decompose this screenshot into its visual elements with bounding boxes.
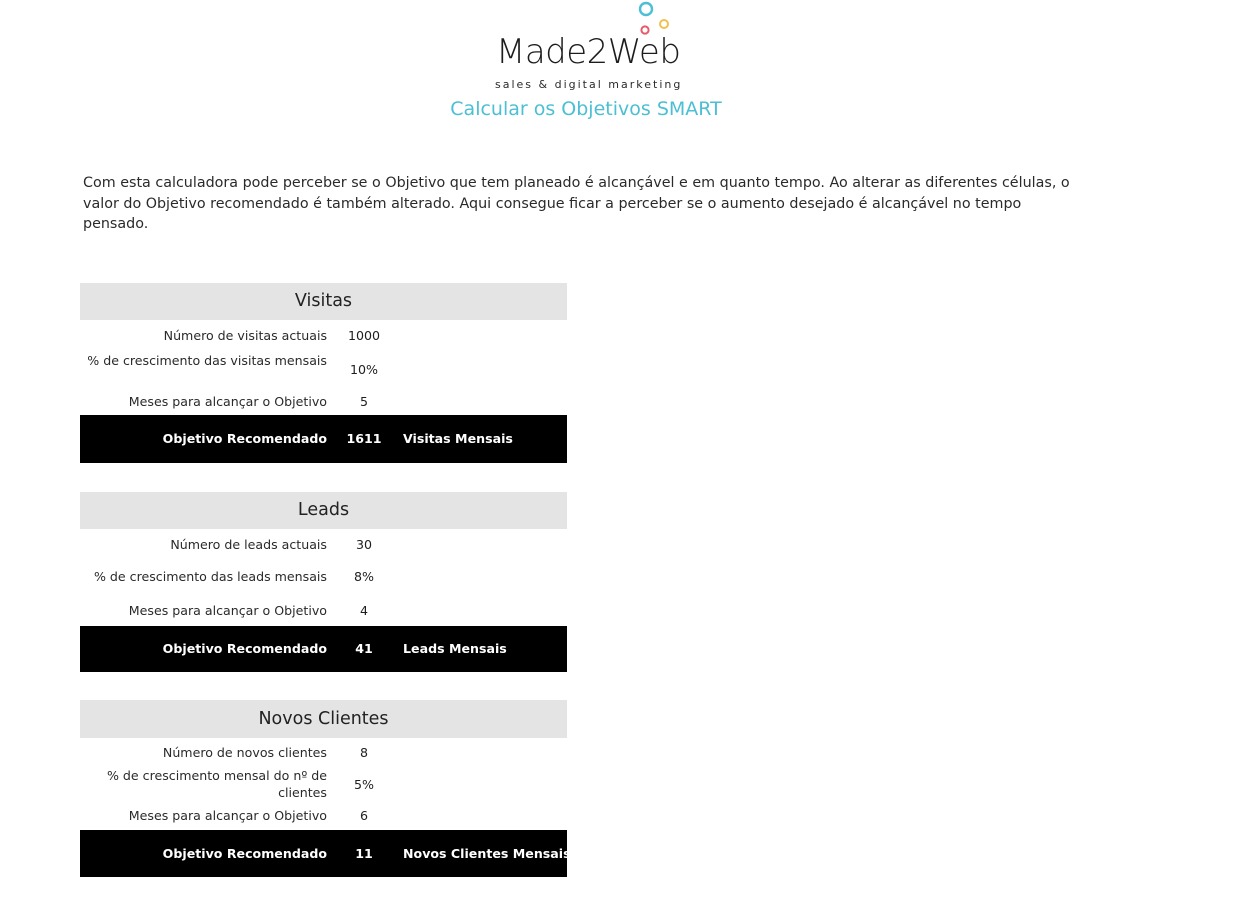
- clientes-result-value: 11: [355, 846, 373, 861]
- clientes-current-value[interactable]: 8: [359, 745, 368, 760]
- leads-result-row: [80, 626, 567, 672]
- leads-result-unit: Leads Mensais: [403, 641, 507, 656]
- visitas-months-label: Meses para alcançar o Objetivo: [128, 394, 327, 409]
- clientes-current-label: Número de novos clientes: [162, 745, 327, 760]
- visitas-calculator: [80, 283, 567, 463]
- leads-calculator: [80, 492, 567, 672]
- visitas-header: Visitas: [80, 283, 567, 320]
- leads-row-growth: [80, 561, 567, 593]
- clientes-header: Novos Clientes: [80, 700, 567, 738]
- logo-tagline: sales & digital marketing: [495, 78, 683, 91]
- visitas-result-label: Objetivo Recomendado: [162, 431, 327, 446]
- visitas-row-months: [80, 386, 567, 415]
- leads-result-label: Objetivo Recomendado: [162, 641, 327, 656]
- clientes-growth-value[interactable]: 5%: [354, 777, 374, 792]
- leads-growth-label: % de crescimento das leads mensais: [93, 569, 327, 584]
- visitas-result-value: 1611: [346, 431, 382, 446]
- leads-row-months: [80, 593, 567, 626]
- visitas-growth-label: % de crescimento das visitas mensais: [87, 353, 327, 368]
- leads-result-value: 41: [355, 641, 373, 656]
- leads-months-label: Meses para alcançar o Objetivo: [128, 603, 327, 618]
- made2web-logo: [490, 0, 690, 96]
- leads-header: Leads: [80, 492, 567, 529]
- visitas-current-value[interactable]: 1000: [347, 328, 381, 343]
- visitas-result-unit: Visitas Mensais: [403, 431, 513, 446]
- clientes-calculator: [80, 700, 571, 877]
- clientes-row-months: [80, 802, 567, 830]
- clientes-row-growth: [80, 766, 567, 802]
- visitas-row-current: [80, 320, 567, 352]
- logo-wordmark: Made2Web: [496, 32, 681, 72]
- leads-months-value[interactable]: 4: [359, 603, 368, 618]
- clientes-result-row: [80, 830, 571, 877]
- leads-current-value[interactable]: 30: [355, 537, 373, 552]
- page-title: Calcular os Objetivos SMART: [450, 98, 722, 120]
- visitas-growth-value[interactable]: 10%: [350, 362, 378, 377]
- logo-dot-yellow: [660, 20, 668, 28]
- leads-growth-value[interactable]: 8%: [354, 569, 374, 584]
- clientes-months-value[interactable]: 6: [359, 808, 368, 823]
- clientes-result-label: Objetivo Recomendado: [162, 846, 327, 861]
- intro-paragraph: Com esta calculadora pode perceber se o Objetivo que tem planeado é alcançável e em quanto tempo. Ao alterar as diferentes células, o valor do Objetivo recomendado é também alterado. Aqui consegue ficar a perceber se o aumento desejado é alcançável no tempo pensado.: [83, 175, 1070, 232]
- clientes-result-unit: Novos Clientes Mensais: [403, 846, 571, 861]
- visitas-months-value[interactable]: 5: [359, 394, 368, 409]
- leads-row-current: [80, 529, 567, 561]
- clientes-row-current: [80, 738, 567, 766]
- leads-current-label: Número de leads actuais: [170, 537, 327, 552]
- logo-dot-blue: [640, 3, 652, 15]
- clientes-growth-label: % de crescimento mensal do nº de clientes: [106, 768, 327, 800]
- clientes-months-label: Meses para alcançar o Objetivo: [128, 808, 327, 823]
- visitas-current-label: Número de visitas actuais: [163, 328, 327, 343]
- visitas-row-growth: [80, 352, 567, 386]
- visitas-result-row: [80, 415, 567, 463]
